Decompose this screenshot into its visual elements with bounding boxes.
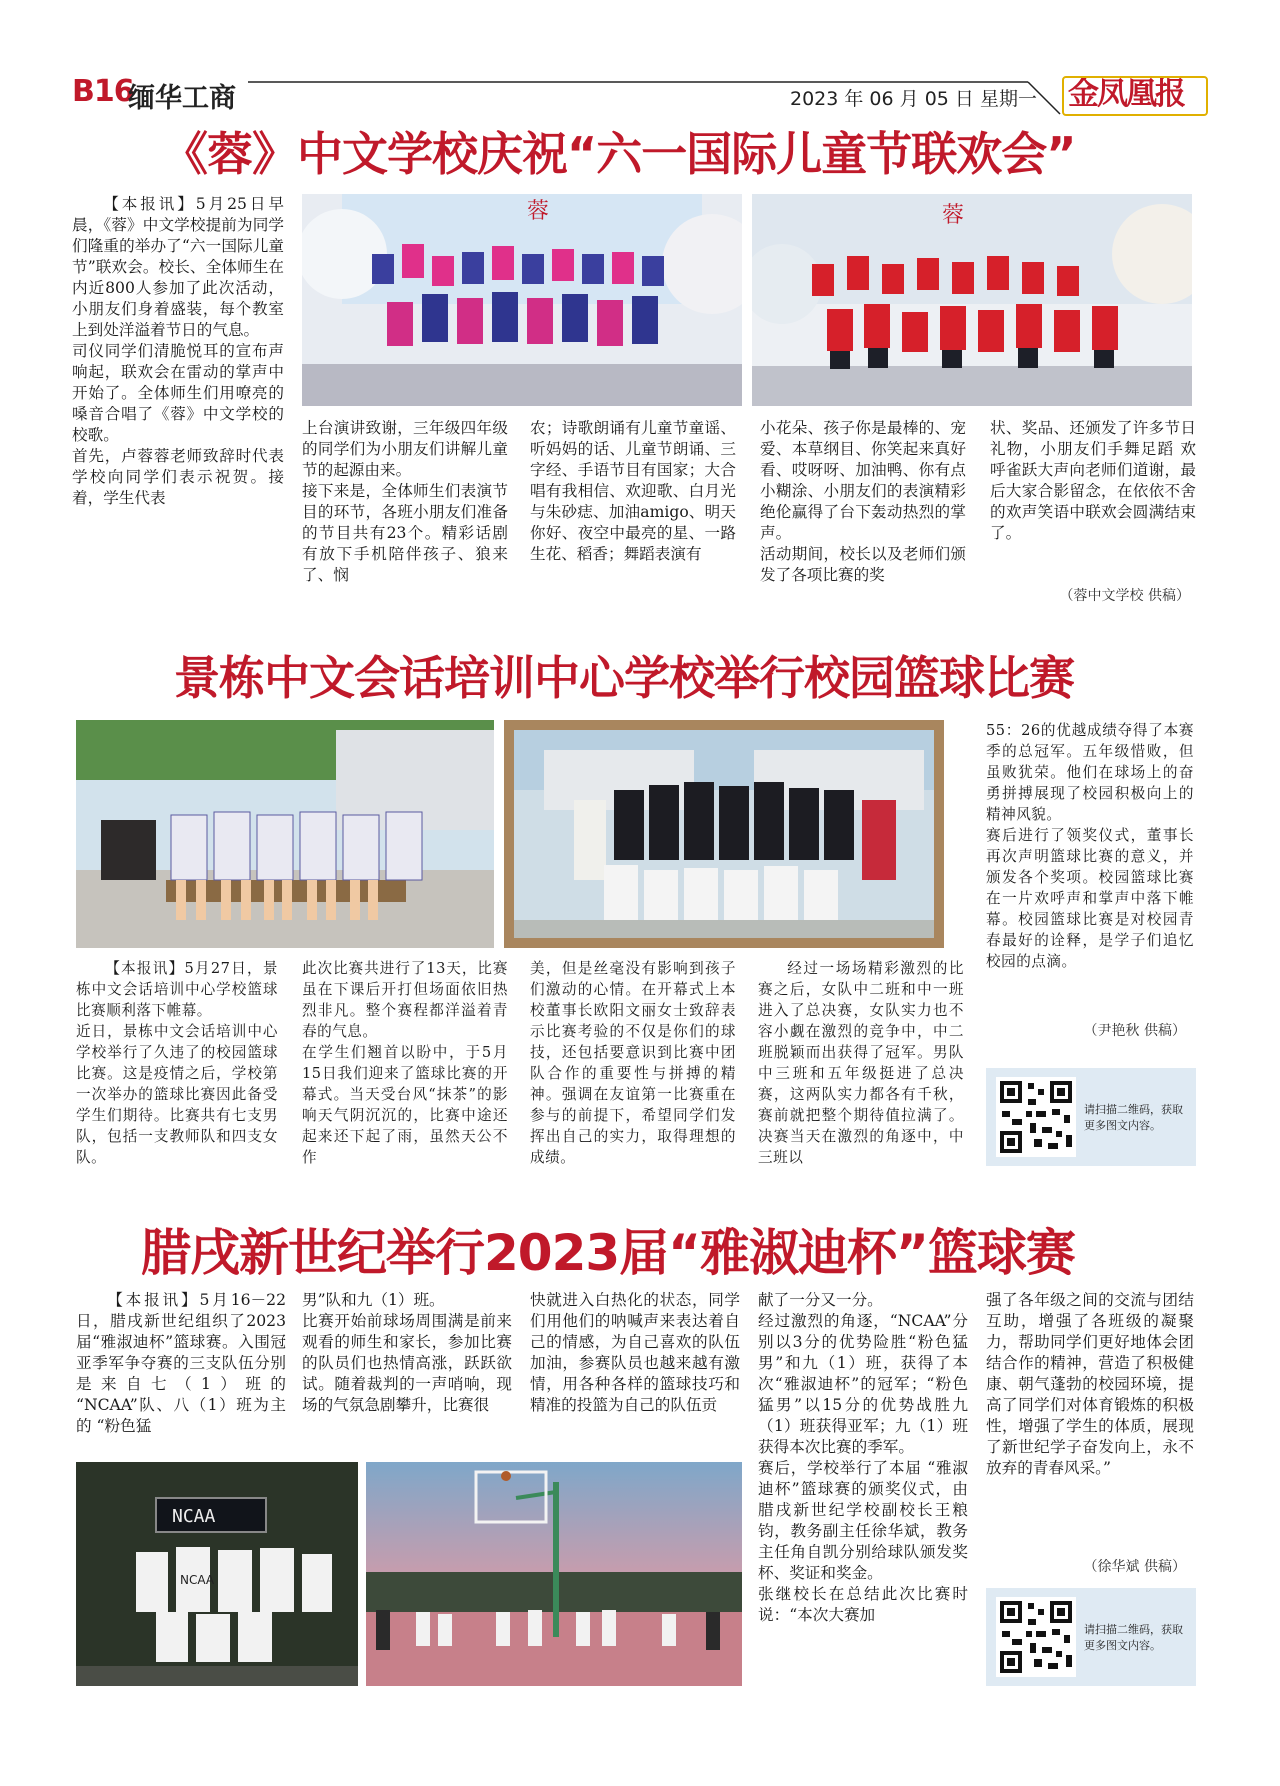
- article3-col1: [76, 1290, 286, 1440]
- article1-col4-text: 小花朵、孩子你是最棒的、宠爱、本草纲目、你笑起来真好看、哎呀呀、加油鸭、你有点小糊涂、小朋友们的表演精彩绝伦赢得了台下轰动热烈的掌声。 活动期间，校长以及老师们颁发了各项比赛的奖: [760, 419, 966, 584]
- article2-col1-text: 【本报讯】5月27日，景栋中文会话培训中心学校篮球比赛顺利落下帷幕。 近日，景栋中文会话培训中心学校举行了久违了的校园篮球比赛。这是疫情之后，学校第一次举办的篮球比赛因此备受学生们期待。比赛共有七支男队，包括一支教师队和四支女队。: [76, 960, 278, 1166]
- article3-col4-text: 献了一分又一分。 经过激烈的角逐，“NCAA”分别以3分的优势险胜“粉色猛男”和九（1）班，获得了本次“雅淑迪杯”的冠军；“粉色猛男”以15分的优势战胜九（1）班获得亚军；九（1）班获得本次比赛的季军。 赛后，学校举行了本届 “雅淑迪杯”篮球赛的颁奖仪式，由腊戌新世纪学校副校长王粮钧，教务副主任徐华斌，教务主任角自凯分别给球队颁发奖杯、奖证和奖金。 张继校长在总结此次比赛时说：“本次大赛加: [758, 1291, 968, 1624]
- article3-col4: [758, 1290, 968, 1740]
- qr-caption-2: 请扫描二维码，获取更多图文内容。: [1084, 1623, 1183, 1652]
- group-photo: [504, 720, 944, 948]
- article1-col2: [302, 418, 508, 628]
- qr-code-icon-2: [996, 1597, 1076, 1677]
- article3-col1-text: 【本报讯】5月16－22日，腊戌新世纪组织了2023届“雅淑迪杯”篮球赛。入围冠亚季军争夺赛的三支队伍分别是来自七（1）班的 “NCAA”队、八（1）班为主的 “粉色猛: [76, 1291, 286, 1435]
- article1-photo-right: [752, 194, 1192, 406]
- article3-col2: [302, 1290, 512, 1440]
- article2-headline: 景栋中文会话培训中心学校举行校园篮球比赛: [174, 651, 1074, 705]
- article2-right-column: [986, 720, 1194, 1006]
- qr-panel-2: [986, 1588, 1196, 1686]
- article2-credit: （尹艳秋 供稿）: [1083, 1023, 1186, 1039]
- article1-col1-text: 【本报讯】5月25日早晨，《蓉》中文学校提前为同学们隆重的举办了“六一国际儿童节”联欢会。校长、全体师生在内近800人参加了此次活动，小朋友们身着盛装，每个教室上到处洋溢着节日的气息。 司仪同学们清脆悦耳的宣布声响起，联欢会在雷动的掌声中开始了。全体师生们用嘹亮的嗓音合唱了《蓉》中文学校的校歌。 首先，卢蓉蓉老师致辞时代表学校向同学们表示祝贺。接着，学生代表: [72, 195, 284, 507]
- article1-photo-left: [302, 194, 742, 406]
- article1-col1: [72, 194, 284, 626]
- article1-col4: [760, 418, 966, 628]
- article2-col2-text: 此次比赛共进行了13天，比赛虽在下课后开打但场面依旧热烈非凡。整个赛程都洋溢着青春的气息。 在学生们翘首以盼中，于5月15日我们迎来了篮球比赛的开幕式。当天受台风“抹茶”的影响天气阴沉沉的，比赛中途还起来还下起了雨，虽然天公不作: [302, 960, 508, 1166]
- stage-banner-text-2: 蓉: [942, 203, 965, 228]
- girls-team-photo: [76, 720, 494, 948]
- qr-caption-1: 请扫描二维码，获取更多图文内容。: [1084, 1103, 1183, 1132]
- article2-col1: [76, 958, 278, 1190]
- stage-banner-text: 蓉: [527, 199, 550, 224]
- article2-col2: [302, 958, 508, 1190]
- ncaa-team-photo: [76, 1462, 358, 1686]
- article3-col5-text: 强了各年级之间的交流与团结互助，增强了各班级的凝聚力，帮助同学们更好地体会团结合作的精神，营造了积极健康、朝气蓬勃的校园环境，提高了同学们对体育锻炼的积极性，增强了学生的体质，展现了新世纪学子奋发向上，永不放弃的青春风采。”: [986, 1291, 1194, 1477]
- issue-date: 2023 年 06 月 05 日 星期一: [790, 88, 1037, 110]
- page-number: B16: [72, 74, 134, 109]
- article2-col3: [530, 958, 736, 1190]
- article2-photo-group: [504, 720, 944, 948]
- article2-right-text: 55：26的优越成绩夺得了本赛季的总冠军。五年级惜败，但虽败犹荣。他们在球场上的奋勇拼搏展现了校园积极向上的精神风貌。 赛后进行了领奖仪式，董事长再次声明篮球比赛的意义，并颁发各个奖项。校园篮球比赛在一片欢呼声和掌声中落下帷幕。校园篮球比赛是对校园青春最好的诠释，是学子们追忆校园的点滴。: [986, 722, 1194, 970]
- article2-col4: [758, 958, 964, 1190]
- article3-col3: [530, 1290, 740, 1440]
- court-photo: [366, 1462, 742, 1686]
- section-name: 缅华工商: [128, 83, 236, 114]
- qr-panel-1: [986, 1068, 1196, 1166]
- article1-col2-text: 上台演讲致谢，三年级四年级的同学们为小朋友们讲解儿童节的起源由来。 接下来是，全体师生们表演节目的环节，各班小朋友们准备的节目共有23个。精彩话剧有放下手机陪伴孩子、狼来了、悯: [302, 419, 508, 584]
- article1-col3: [530, 418, 736, 628]
- scoreboard-text: NCAA: [172, 1506, 216, 1527]
- article2-col4-text: 经过一场场精彩激烈的比赛之后，女队中二班和中一班进入了总决赛，女队实力也不容小觑在激烈的竞争中，中二班脱颖而出获得了冠军。男队中三班和五年级挺进了总决赛，这两队实力都各有千秋，赛前就把整个期待值拉满了。决赛当天在激烈的角逐中，中三班以: [758, 960, 964, 1166]
- article3-col5: [986, 1290, 1194, 1552]
- article3-credit: （徐华斌 供稿）: [1083, 1559, 1186, 1575]
- article3-photo-court: [366, 1462, 742, 1686]
- article1-credit: （蓉中文学校 供稿）: [1059, 588, 1190, 604]
- stage-photo-red: [752, 194, 1192, 406]
- qr-code-icon: [996, 1077, 1076, 1157]
- article3-photo-team: [76, 1462, 358, 1686]
- article3-col3-text: 快就进入白热化的状态，同学们用他们的呐喊声来表达着自己的情感，为自己喜欢的队伍加油，参赛队员也越来越有激情，用各种各样的篮球技巧和精准的投篮为自己的队伍贡: [530, 1291, 740, 1414]
- article1-col5: [990, 418, 1196, 548]
- article3-col2-text: 男”队和九（1）班。 比赛开始前球场周围满是前来观看的师生和家长，参加比赛的队员们也热情高涨，跃跃欲试。随着裁判的一声哨响，现场的气氛急剧攀升，比赛很: [302, 1291, 512, 1414]
- stage-photo-purple: [302, 194, 742, 406]
- newspaper-logo: 金凤凰报: [1068, 74, 1202, 114]
- article1-col5-text: 状、奖品、还颁发了许多节日礼物，小朋友们手舞足蹈 欢呼雀跃大声向老师们道谢，最后大家合影留念，在依依不舍的欢声笑语中联欢会圆满结束了。: [990, 419, 1196, 542]
- article2-photo-girls: [76, 720, 494, 948]
- article1-col3-text: 农；诗歌朗诵有儿童节童谣、听妈妈的话、儿童节朗诵、三字经、手语节目有国家；大合唱有我相信、欢迎歌、白月光与朱砂痣、加油amigo、明天你好、夜空中最亮的星、一路生花、稻香；舞蹈表演有: [530, 419, 736, 563]
- article3-headline: 腊戌新世纪举行2023届“雅淑迪杯”篮球赛: [141, 1224, 1075, 1282]
- article2-col3-text: 美，但是丝毫没有影响到孩子们激动的心情。在开幕式上本校董事长欧阳文丽女士致辞表示比赛考验的不仅是你们的球技，还包括要意识到比赛中团队合作的重要性与拼搏的精神。强调在友谊第一比赛重在参与的前提下，希望同学们发挥出自己的实力，取得理想的成绩。: [530, 960, 736, 1166]
- article1-headline: 《蓉》中文学校庆祝“六一国际儿童节联欢会”: [162, 127, 1076, 181]
- jersey-text: NCAA: [180, 1573, 215, 1587]
